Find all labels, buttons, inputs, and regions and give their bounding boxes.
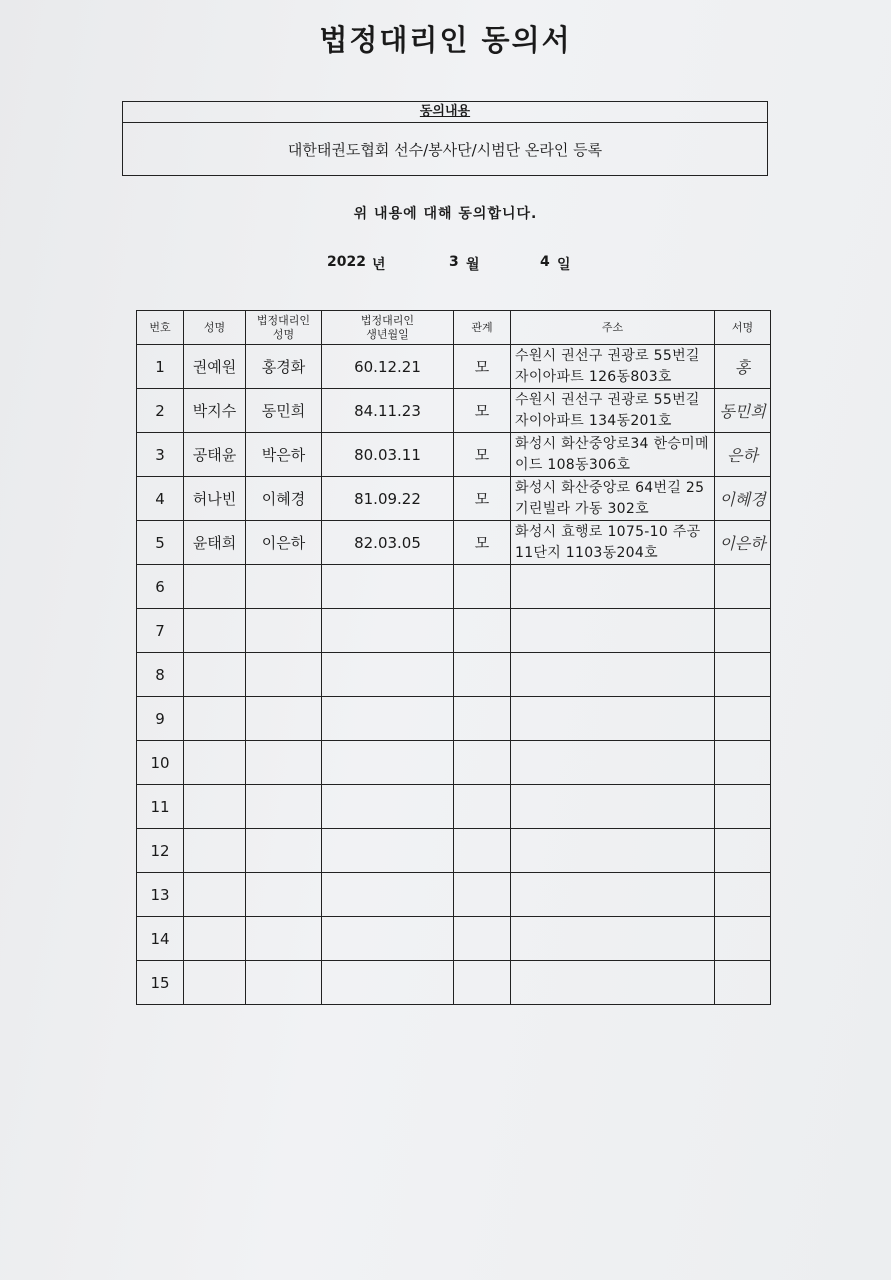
relation xyxy=(454,873,511,917)
signature xyxy=(715,829,771,873)
relation xyxy=(454,609,511,653)
relation xyxy=(454,565,511,609)
signature: 이혜경 xyxy=(715,477,771,521)
row-number: 14 xyxy=(137,917,184,961)
address: 수원시 권선구 권광로 55번길 자이아파트 134동201호 xyxy=(511,389,715,433)
consent-content: 대한태권도협회 선수/봉사단/시범단 온라인 등록 xyxy=(287,141,603,159)
address xyxy=(511,609,715,653)
row-number: 15 xyxy=(137,961,184,1005)
address xyxy=(511,873,715,917)
signature xyxy=(715,609,771,653)
date-year: 2022 xyxy=(327,254,366,270)
guardian-birthdate xyxy=(322,917,454,961)
table-row xyxy=(137,389,771,433)
student-name xyxy=(184,961,246,1005)
guardian-name xyxy=(246,785,322,829)
table-row xyxy=(137,873,771,917)
guardian-birthdate xyxy=(322,829,454,873)
guardian-birthdate xyxy=(322,741,454,785)
guardian-birthdate: 81.09.22 xyxy=(322,477,454,521)
student-name xyxy=(184,609,246,653)
student-name: 윤태희 xyxy=(184,521,246,565)
date-month-unit: 월 xyxy=(466,257,480,273)
table-row xyxy=(137,609,771,653)
agree-statement: 위 내용에 대해 동의합니다. xyxy=(353,206,538,222)
table-row xyxy=(137,521,771,565)
relation xyxy=(454,697,511,741)
guardian-table xyxy=(136,310,771,1005)
table-row xyxy=(137,829,771,873)
student-name: 권예원 xyxy=(184,345,246,389)
guardian-birthdate xyxy=(322,785,454,829)
guardian-birthdate: 60.12.21 xyxy=(322,345,454,389)
guardian-name xyxy=(246,873,322,917)
row-number: 9 xyxy=(137,697,184,741)
address xyxy=(511,741,715,785)
signature xyxy=(715,873,771,917)
row-number: 4 xyxy=(137,477,184,521)
row-number: 5 xyxy=(137,521,184,565)
table-row xyxy=(137,741,771,785)
guardian-birthdate xyxy=(322,697,454,741)
row-number: 12 xyxy=(137,829,184,873)
address xyxy=(511,565,715,609)
signature: 홍 xyxy=(715,345,771,389)
signature xyxy=(715,785,771,829)
signature xyxy=(715,697,771,741)
address xyxy=(511,917,715,961)
guardian-name xyxy=(246,829,322,873)
signature: 동민희 xyxy=(715,389,771,433)
guardian-name: 동민희 xyxy=(246,389,322,433)
header-relation: 관계 xyxy=(454,311,511,345)
table-row xyxy=(137,653,771,697)
address xyxy=(511,961,715,1005)
header-address: 주소 xyxy=(511,311,715,345)
consent-header: 동의내용 xyxy=(123,102,767,123)
guardian-birthdate xyxy=(322,565,454,609)
table-row xyxy=(137,345,771,389)
relation: 모 xyxy=(454,521,511,565)
signature: 은하 xyxy=(715,433,771,477)
header-name: 성명 xyxy=(184,311,246,345)
header-guardian-name: 법정대리인 성명 xyxy=(246,311,322,345)
address: 화성시 효행로 1075-10 주공11단지 1103동204호 xyxy=(511,521,715,565)
signature: 이은하 xyxy=(715,521,771,565)
student-name xyxy=(184,653,246,697)
row-number: 10 xyxy=(137,741,184,785)
student-name xyxy=(184,565,246,609)
row-number: 8 xyxy=(137,653,184,697)
table-row xyxy=(137,433,771,477)
address: 수원시 권선구 권광로 55번길 자이아파트 126동803호 xyxy=(511,345,715,389)
guardian-birthdate xyxy=(322,873,454,917)
address xyxy=(511,697,715,741)
guardian-birthdate: 80.03.11 xyxy=(322,433,454,477)
date-day-unit: 일 xyxy=(557,257,571,273)
row-number: 1 xyxy=(137,345,184,389)
student-name xyxy=(184,873,246,917)
relation xyxy=(454,961,511,1005)
header-signature: 서명 xyxy=(715,311,771,345)
table-row xyxy=(137,917,771,961)
date-year-unit: 년 xyxy=(372,257,386,273)
guardian-birthdate: 84.11.23 xyxy=(322,389,454,433)
date-day: 4 xyxy=(540,254,550,270)
relation xyxy=(454,741,511,785)
student-name xyxy=(184,697,246,741)
guardian-birthdate: 82.03.05 xyxy=(322,521,454,565)
guardian-name xyxy=(246,917,322,961)
row-number: 13 xyxy=(137,873,184,917)
signature xyxy=(715,653,771,697)
table-row xyxy=(137,785,771,829)
signature xyxy=(715,961,771,1005)
guardian-birthdate xyxy=(322,961,454,1005)
address: 화성시 화산중앙로34 한승미메이드 108동306호 xyxy=(511,433,715,477)
consent-box xyxy=(122,101,768,176)
student-name: 허나빈 xyxy=(184,477,246,521)
signature xyxy=(715,565,771,609)
relation: 모 xyxy=(454,433,511,477)
address xyxy=(511,653,715,697)
guardian-name: 이은하 xyxy=(246,521,322,565)
signature xyxy=(715,741,771,785)
relation xyxy=(454,785,511,829)
student-name xyxy=(184,741,246,785)
date-month: 3 xyxy=(449,254,459,270)
relation xyxy=(454,653,511,697)
student-name: 박지수 xyxy=(184,389,246,433)
student-name: 공태윤 xyxy=(184,433,246,477)
table-row xyxy=(137,565,771,609)
guardian-birthdate xyxy=(322,609,454,653)
guardian-name xyxy=(246,697,322,741)
guardian-name xyxy=(246,653,322,697)
relation: 모 xyxy=(454,389,511,433)
address xyxy=(511,785,715,829)
guardian-name: 박은하 xyxy=(246,433,322,477)
address xyxy=(511,829,715,873)
relation: 모 xyxy=(454,477,511,521)
signature xyxy=(715,917,771,961)
table-row xyxy=(137,697,771,741)
row-number: 2 xyxy=(137,389,184,433)
row-number: 11 xyxy=(137,785,184,829)
address: 화성시 화산중앙로 64번길 25 기린빌라 가동 302호 xyxy=(511,477,715,521)
relation xyxy=(454,829,511,873)
relation: 모 xyxy=(454,345,511,389)
table-row xyxy=(137,477,771,521)
table-header-row xyxy=(137,311,771,345)
guardian-birthdate xyxy=(322,653,454,697)
header-guardian-birth: 법정대리인 생년월일 xyxy=(322,311,454,345)
table-row xyxy=(137,961,771,1005)
guardian-name: 이혜경 xyxy=(246,477,322,521)
student-name xyxy=(184,917,246,961)
guardian-name xyxy=(246,565,322,609)
relation xyxy=(454,917,511,961)
guardian-name xyxy=(246,741,322,785)
row-number: 6 xyxy=(137,565,184,609)
guardian-name xyxy=(246,961,322,1005)
row-number: 3 xyxy=(137,433,184,477)
guardian-name xyxy=(246,609,322,653)
student-name xyxy=(184,785,246,829)
document-title: 법정대리인 동의서 xyxy=(319,23,572,57)
student-name xyxy=(184,829,246,873)
guardian-name: 홍경화 xyxy=(246,345,322,389)
row-number: 7 xyxy=(137,609,184,653)
header-number: 번호 xyxy=(137,311,184,345)
